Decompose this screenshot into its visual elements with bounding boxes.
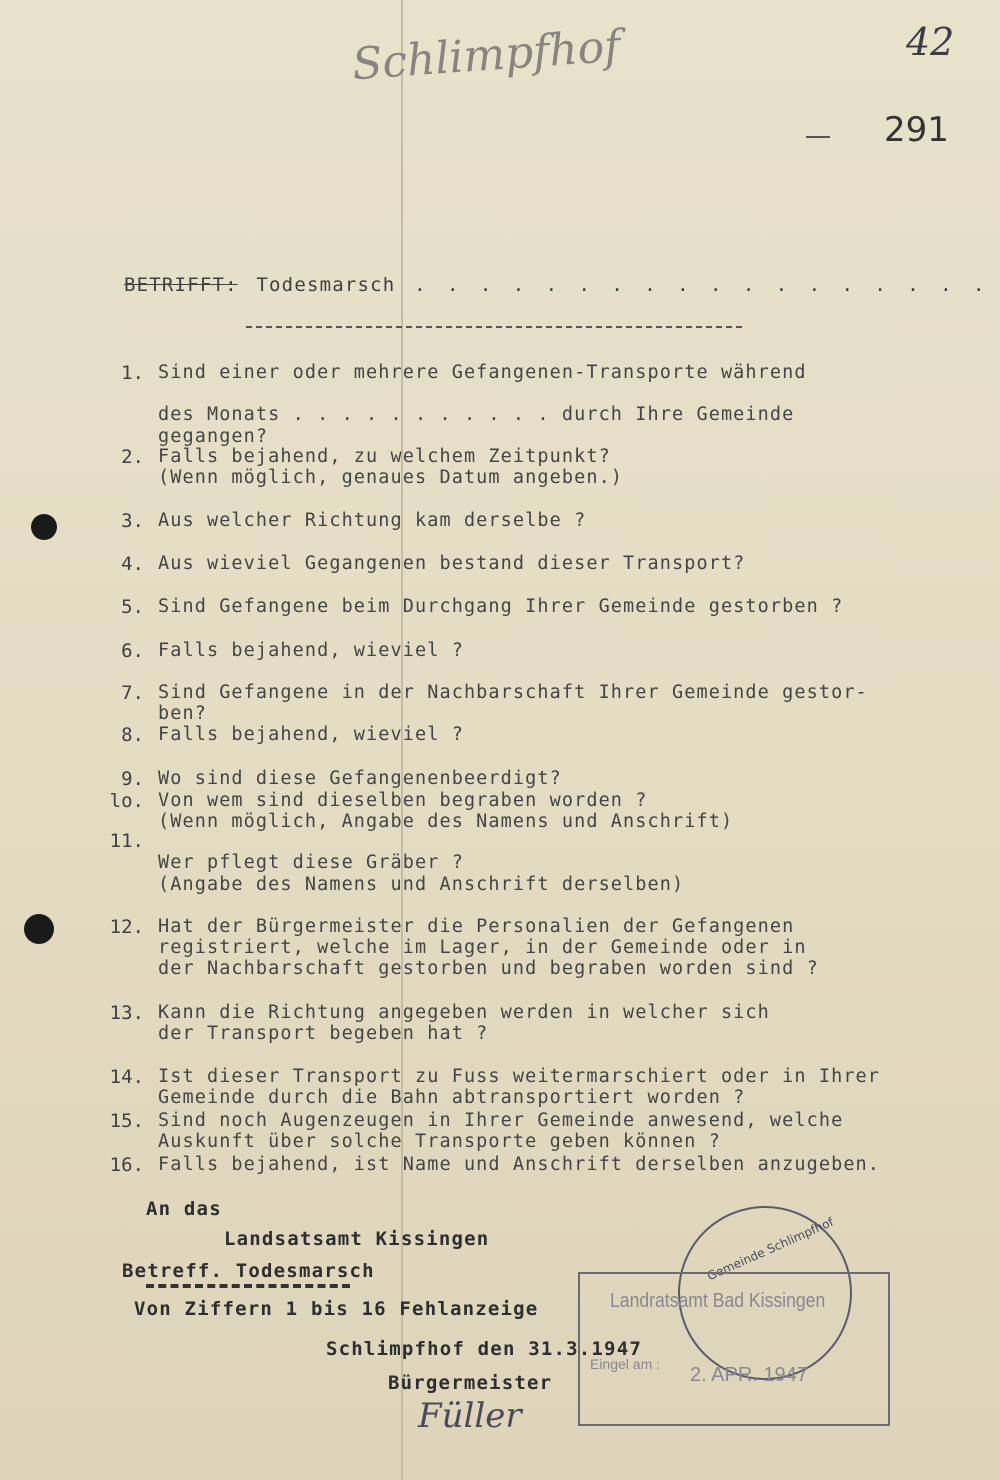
punch-hole xyxy=(24,914,54,944)
subject-line xyxy=(124,274,989,296)
question-text: (Wenn möglich, genaues Datum angeben.) xyxy=(158,467,624,488)
received-stamp xyxy=(578,1272,890,1426)
question-number: 14. xyxy=(109,1066,144,1088)
question-text: Sind noch Augenzeugen in Ihrer Gemeinde anwesend, welche xyxy=(158,1110,844,1131)
question-number: 15. xyxy=(109,1110,144,1132)
question-text: ben? xyxy=(158,703,207,724)
reply-to: An das xyxy=(146,1198,222,1220)
question-text: Kann die Richtung angegeben werden in welcher sich xyxy=(158,1002,770,1023)
folio-number: 42 xyxy=(906,20,955,64)
question-text: Aus wieviel Gegangenen bestand dieser Transport? xyxy=(158,553,746,574)
question-text: Von wem sind dieselben begraben worden ? xyxy=(158,790,648,811)
reply-place-date: Schlimpfhof den 31.3.1947 xyxy=(326,1338,642,1360)
question-number: 7. xyxy=(121,682,144,704)
question-text: der Transport begeben hat ? xyxy=(158,1023,489,1044)
question-text: Falls bejahend, ist Name und Anschrift derselben anzugeben. xyxy=(158,1154,881,1175)
question-number: 5. xyxy=(121,596,144,618)
question-text: gegangen? xyxy=(158,426,269,447)
punch-hole xyxy=(31,514,57,540)
received-label: Eingel am : xyxy=(590,1356,661,1372)
question-text: Sind Gefangene in der Nachbarschaft Ihrer Gemeinde gestor- xyxy=(158,682,868,703)
question-text: Gemeinde durch die Bahn abtransportiert worden ? xyxy=(158,1087,746,1108)
archive-number: 291 xyxy=(884,110,949,150)
question-number: 4. xyxy=(121,553,144,575)
question-text: Sind einer oder mehrere Gefangenen-Transporte während xyxy=(158,362,807,383)
question-number: 8. xyxy=(121,724,144,746)
question-text: Wo sind diese Gefangenenbeerdigt? xyxy=(158,768,562,789)
reply-subject: Betreff. Todesmarsch xyxy=(122,1260,375,1282)
question-text: Aus welcher Richtung kam derselbe ? xyxy=(158,510,587,531)
question-text: Falls bejahend, zu welchem Zeitpunkt? xyxy=(158,446,611,467)
handwritten-place: Schlimpfhof xyxy=(350,20,623,91)
question-text: (Angabe des Namens und Anschrift derselben) xyxy=(158,874,685,895)
dash-mark xyxy=(806,136,830,138)
question-text: der Nachbarschaft gestorben und begraben worden sind ? xyxy=(158,958,819,979)
round-stamp-text: Gemeinde Schlimpfhof xyxy=(705,1214,836,1284)
question-text: Sind Gefangene beim Durchgang Ihrer Gemeinde gestorben ? xyxy=(158,596,844,617)
question-number: 11. xyxy=(109,830,144,852)
question-number: 9. xyxy=(121,768,144,790)
question-text: (Wenn möglich, Angabe des Namens und Anschrift) xyxy=(158,811,734,832)
question-text: Falls bejahend, wieviel ? xyxy=(158,640,464,661)
question-text: Falls bejahend, wieviel ? xyxy=(158,724,464,745)
question-number: 2. xyxy=(121,446,144,468)
subject-text: Todesmarsch xyxy=(256,274,396,296)
signature: Füller xyxy=(418,1396,522,1436)
reply-answer: Von Ziffern 1 bis 16 Fehlanzeige xyxy=(134,1298,539,1320)
question-number: 6. xyxy=(121,640,144,662)
question-text: registriert, welche im Lager, in der Gemeinde oder in xyxy=(158,937,807,958)
question-text: Auskunft über solche Transporte geben können ? xyxy=(158,1131,721,1152)
received-office: Landratsamt Bad Kissingen xyxy=(610,1290,826,1312)
question-number: 13. xyxy=(109,1002,144,1024)
question-number: 12. xyxy=(109,916,144,938)
subject-label: BETRIFFT: xyxy=(124,274,238,296)
reply-title: Bürgermeister xyxy=(388,1372,553,1394)
question-text: Wer pflegt diese Gräber ? xyxy=(158,852,464,873)
reply-subject-underline xyxy=(146,1284,350,1288)
question-text: Ist dieser Transport zu Fuss weitermarschiert oder in Ihrer xyxy=(158,1066,881,1087)
question-number: 16. xyxy=(109,1154,144,1176)
question-number: lo. xyxy=(109,790,144,812)
question-text: des Monats . . . . . . . . . . . durch Ihre Gemeinde xyxy=(158,404,795,425)
question-number: 3. xyxy=(121,510,144,532)
question-text: Hat der Bürgermeister die Personalien der Gefangenen xyxy=(158,916,795,937)
received-date: 2. APR. 1947 xyxy=(690,1364,808,1386)
question-number: 1. xyxy=(121,362,144,384)
subject-underline xyxy=(246,326,742,328)
reply-office: Landsatsamt Kissingen xyxy=(224,1228,490,1250)
subject-dots: . . . . . . . . . . . . . . . . . . xyxy=(414,274,990,296)
